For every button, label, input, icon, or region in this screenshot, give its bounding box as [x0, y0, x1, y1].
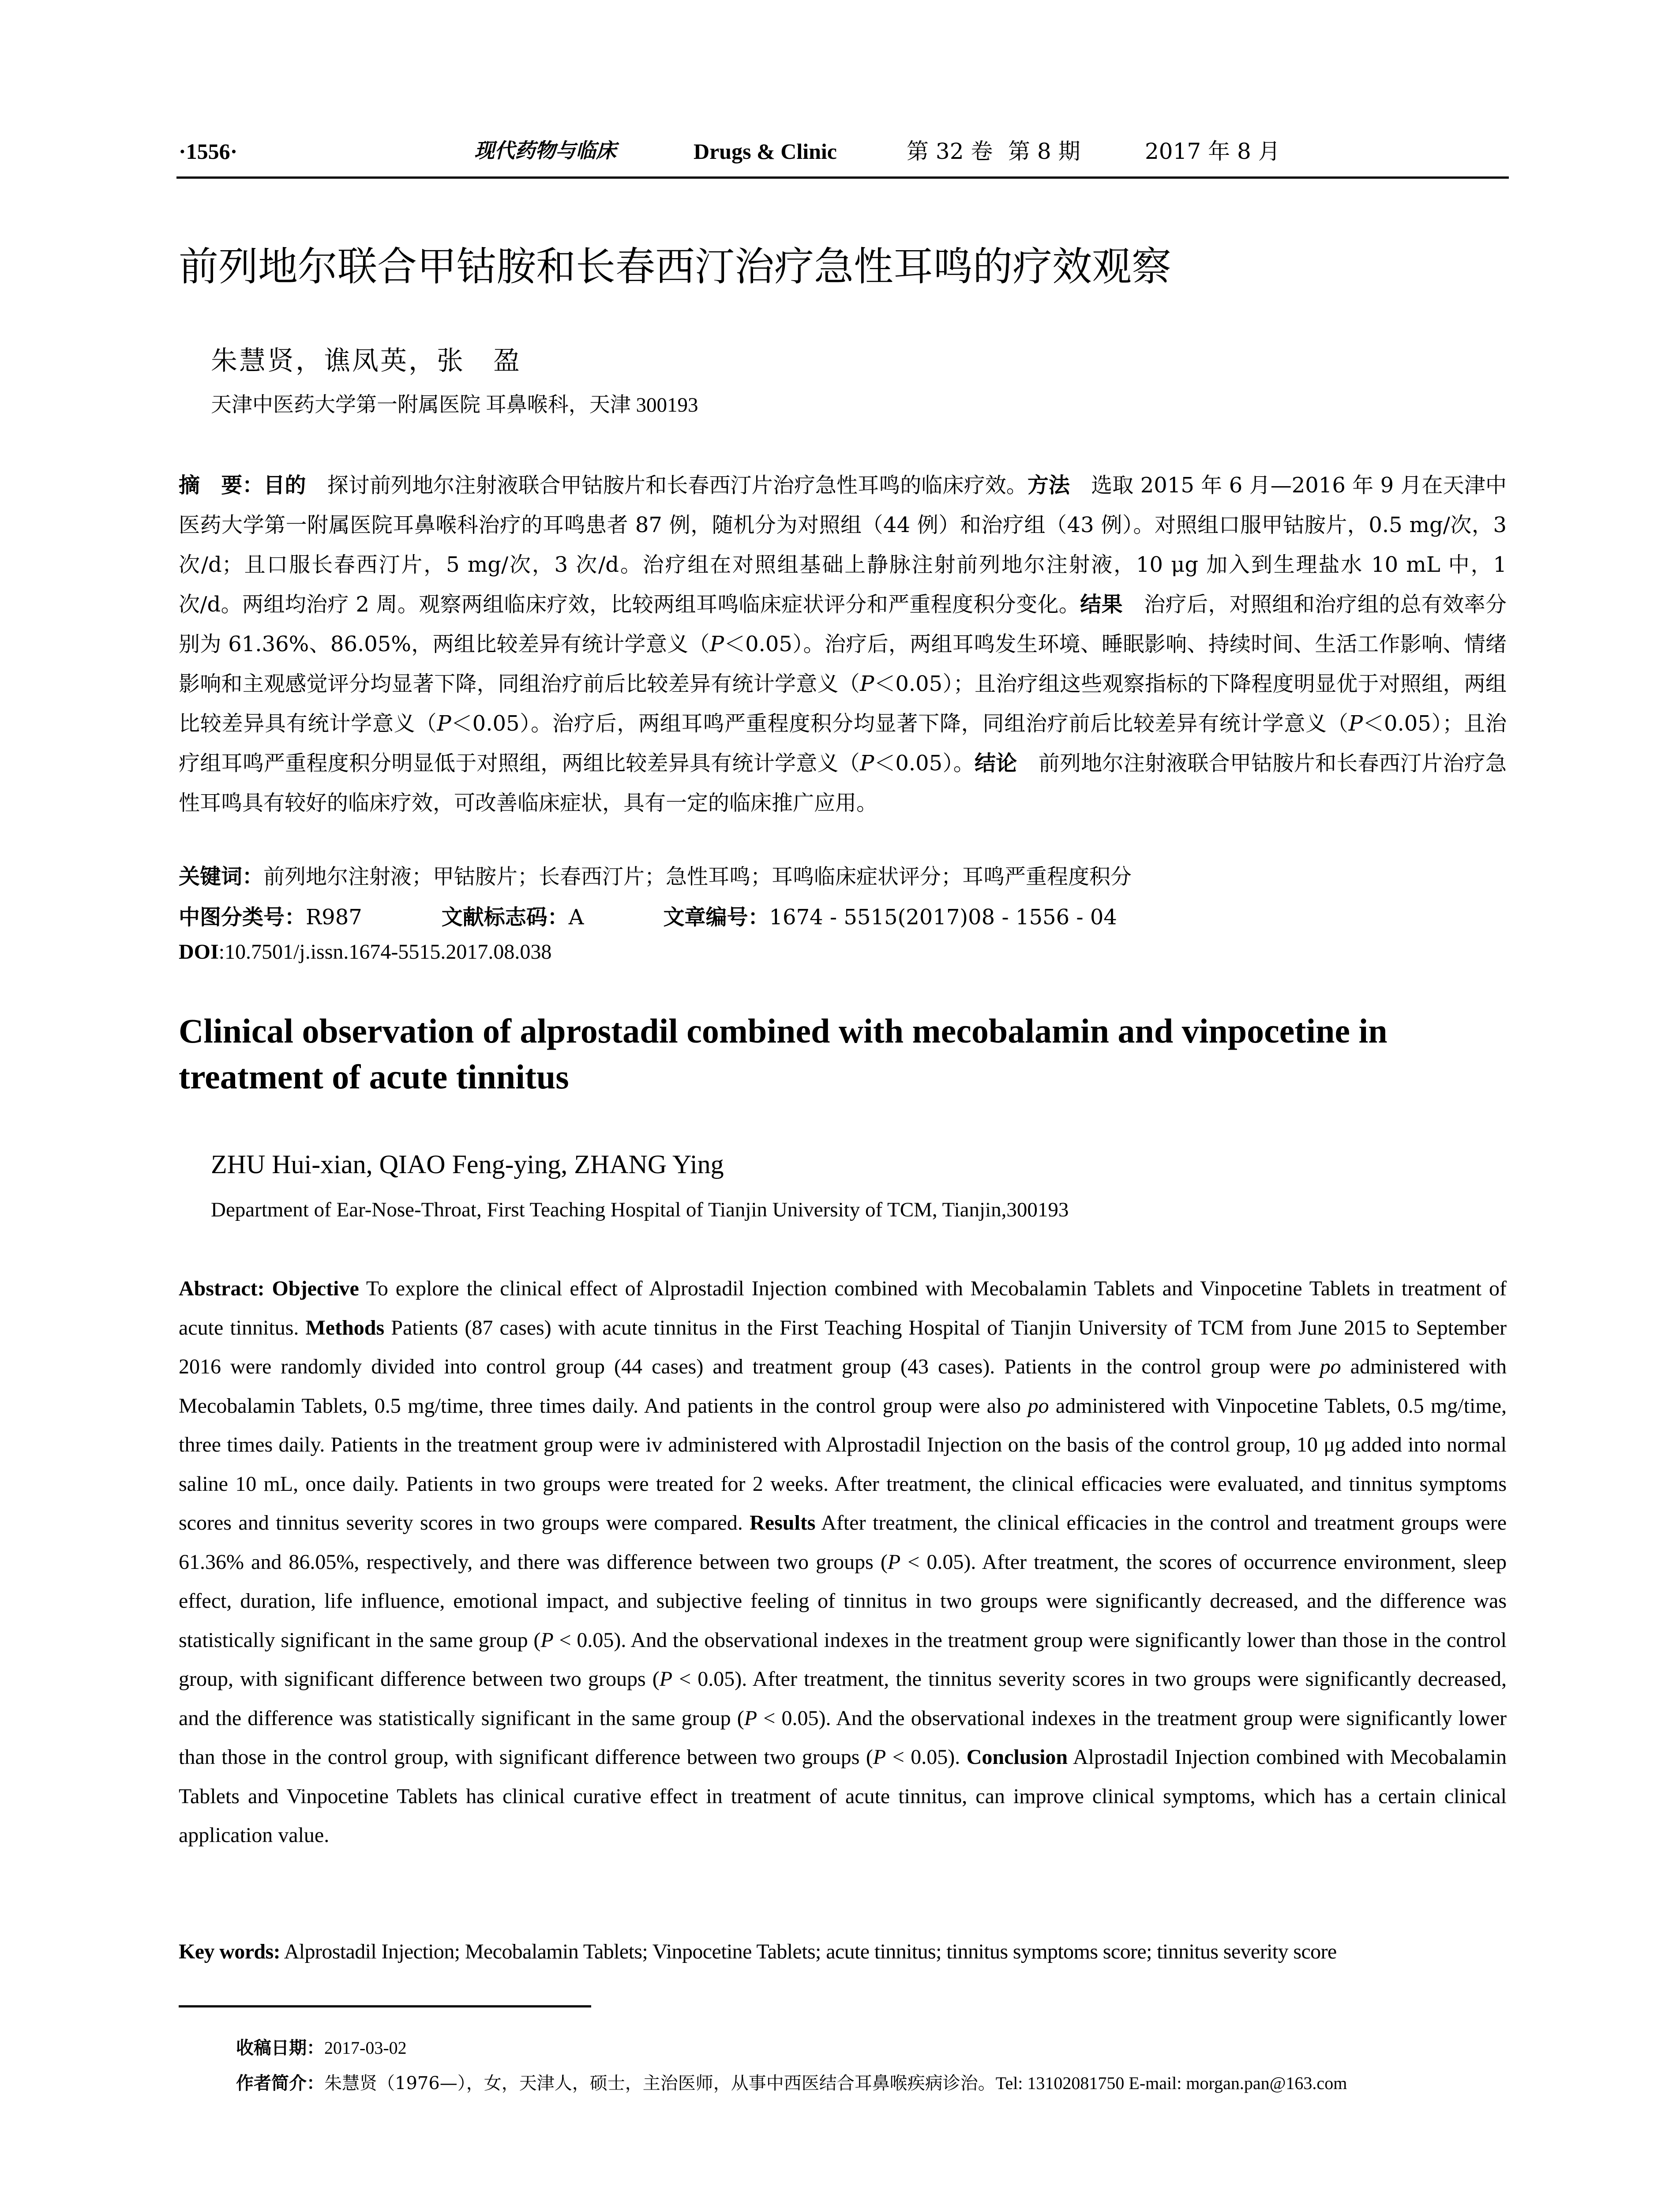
results-text-cn: ＜0.05）；且治疗组这些观察指标的下降程度明显优于对照组，两组比较差异具有统计学意义（ [179, 672, 1507, 736]
results-label-en: Results [750, 1511, 816, 1534]
author-bio [236, 2069, 1347, 2094]
results-text-cn: ＜0.05）；且治疗组耳鸣严重程度积分明显低于对照组，两组比较差异具有统计学意义（ [179, 711, 1507, 776]
volume: 第 32 卷 [907, 139, 993, 164]
authors-cn: 朱慧贤，谯凤英，张 盈 [211, 345, 521, 376]
received-date [236, 2034, 407, 2059]
article-no-value: 1674 - 5515(2017)08 - 1556 - 04 [769, 905, 1117, 930]
methods-text-en: administered with Vinpocetine Tablets, 0.5 mg/time, three times daily. Patients in the treatment group were iv administered with Alprostadil Injection on the basis of the control group, 10 μg added into normal saline 10 mL, once daily. Patients in two groups were treated for 2 weeks. After treatment, the clinical efficacies were evaluated, and tinnitus symptoms scores and tinnitus severity scores in two groups were compared. [179, 1394, 1507, 1534]
conclusion-text-cn: 前列地尔注射液联合甲钴胺片和长春西汀片治疗急性耳鸣具有较好的临床疗效，可改善临床症状，具有一定的临床推广应用。 [179, 751, 1507, 815]
methods-text-en: administered with Mecobalamin Tablets, 0.5 mg/time, three times daily. And patients in the control group were also [179, 1355, 1507, 1418]
keywords-cn-text: 前列地尔注射液；甲钴胺片；长春西汀片；急性耳鸣；耳鸣临床症状评分；耳鸣严重程度积分 [263, 864, 1132, 889]
authors-en: ZHU Hui-xian, QIAO Feng-ying, ZHANG Ying [211, 1150, 724, 1179]
abstract-cn-label: 摘 要： [179, 473, 264, 498]
results-text-en: < 0.05). After treatment, the tinnitus severity scores in two groups were significantly decreased, and the difference was statistically significant in the same group ( [179, 1667, 1507, 1730]
issue: 第 8 期 [1008, 139, 1080, 164]
doi-value[interactable]: :10.7501/j.issn.1674-5515.2017.08.038 [218, 940, 552, 964]
article-title-cn: 前列地尔联合甲钴胺和长春西汀治疗急性耳鸣的疗效观察 [179, 244, 1171, 290]
doi-label: DOI [179, 940, 219, 964]
results-text-en: < 0.05). And the observational indexes in the treatment group were significantly lower than those in the control group, with significant difference between two groups ( [179, 1628, 1507, 1691]
doc-code-value: A [568, 905, 584, 930]
objective-text-en: To explore the clinical effect of Alprostadil Injection combined with Mecobalamin Tablets and Vinpocetine Tablets in treatment of acute tinnitus. [179, 1277, 1507, 1339]
keywords-cn [179, 859, 1132, 890]
received-label: 收稿日期： [236, 2038, 324, 2058]
bio-label: 作者简介： [236, 2073, 324, 2093]
keywords-cn-label: 关键词： [179, 864, 264, 889]
po-term: po [1320, 1355, 1341, 1378]
conclusion-label-cn: 结论 [974, 751, 1017, 776]
issue-date: 2017 年 8 月 [1145, 139, 1280, 164]
results-text-en: After treatment, the clinical efficacies in the control and treatment groups were 61.36% and 86.05%, respectively, and there was difference between two groups ( [179, 1511, 1507, 1574]
objective-label-en: Objective [272, 1277, 359, 1300]
p-symbol: P [1348, 711, 1363, 736]
affiliation-en: Department of Ear-Nose-Throat, First Teaching Hospital of Tianjin University of TCM, Tianjin,300193 [211, 1198, 1069, 1221]
results-text-cn: ＜0.05）。治疗后，两组耳鸣严重程度积分均显著下降，同组治疗前后比较差异有统计学意义（ [451, 711, 1349, 736]
header-rule [176, 176, 1509, 179]
article-no-label: 文章编号： [663, 905, 769, 930]
p-symbol: P [540, 1628, 554, 1652]
bio-text: 朱慧贤（1976—），女，天津人，硕士，主治医师，从事中西医结合耳鼻喉疾病诊治。 [324, 2073, 996, 2093]
clc-label: 中图分类号： [179, 905, 306, 930]
results-label-cn: 结果 [1080, 592, 1123, 617]
objective-text-cn: 探讨前列地尔注射液联合甲钴胺片和长春西汀片治疗急性耳鸣的临床疗效。 [306, 473, 1028, 498]
keywords-en-label: Key words: [179, 1940, 280, 1963]
keywords-en [179, 1940, 1337, 1964]
contact-info[interactable]: Tel: 13102081750 E-mail: morgan.pan@163.com [995, 2073, 1347, 2093]
journal-name-cn: 现代药物与临床 [474, 139, 616, 162]
article-title-en: Clinical observation of alprostadil combined with mecobalamin and vinpocetine in treatment of acute tinnitus [179, 1012, 1388, 1096]
results-text-cn: ＜0.05）。治疗后，两组耳鸣发生环境、睡眠影响、持续时间、生活工作影响、情绪影响和主观感觉评分均显著下降，同组治疗前后比较差异有统计学意义（ [179, 632, 1507, 696]
affiliation-cn: 天津中医药大学第一附属医院 耳鼻喉科，天津 300193 [211, 394, 698, 416]
page-number: ·1556· [179, 139, 238, 164]
p-symbol: P [887, 1550, 901, 1574]
footnote-rule [179, 2005, 591, 2007]
methods-label-en: Methods [305, 1316, 385, 1339]
results-text-cn: 治疗后，对照组和治疗组的总有效率分别为 61.36%、86.05%，两组比较差异有统计学意义（ [179, 592, 1507, 657]
clc-value: R987 [306, 905, 362, 930]
p-symbol: P [659, 1667, 673, 1691]
methods-label-cn: 方法 [1027, 473, 1070, 498]
p-symbol: P [709, 632, 724, 657]
p-symbol: P [873, 1745, 886, 1769]
p-symbol: P [860, 672, 874, 696]
results-text-en: < 0.05). [886, 1745, 967, 1769]
results-text-en: < 0.05). After treatment, the scores of occurrence environment, sleep effect, duration, life influence, emotional impact, and subjective feeling of tinnitus in two groups were significantly decreased, and the difference was statistically significant in the same group ( [179, 1550, 1507, 1652]
abstract-cn [179, 465, 1507, 823]
results-text-cn: ＜0.05）。 [874, 751, 975, 776]
results-text-en: < 0.05). And the observational indexes in the treatment group were significantly lower than those in the control group, with significant difference between two groups ( [179, 1706, 1507, 1769]
keywords-en-text: Alprostadil Injection; Mecobalamin Tablets; Vinpocetine Tablets; acute tinnitus; tinnitus symptoms score; tinnitus severity score [280, 1940, 1337, 1963]
abstract-en-label: Abstract: [179, 1277, 265, 1300]
methods-text-cn: 选取 2015 年 6 月—2016 年 9 月在天津中医药大学第一附属医院耳鼻喉科治疗的耳鸣患者 87 例，随机分为对照组（44 例）和治疗组（43 例）。对照组口服甲钴胺片，0.5 mg/次，3 次/d；且口服长春西汀片，5 mg/次，3 次/d。治疗组在对照组基础上静脉注射前列地尔注射液，10 μg 加入到生理盐水 10 mL 中，1 次/d。两组均治疗 2 周。观察两组临床疗效，比较两组耳鸣临床症状评分和严重程度积分变化。 [179, 473, 1507, 617]
doi-line [179, 940, 551, 964]
conclusion-label-en: Conclusion [966, 1745, 1068, 1769]
conclusion-text-en: Alprostadil Injection combined with Mecobalamin Tablets and Vinpocetine Tablets has clinical curative effect in treatment of acute tinnitus, can improve clinical symptoms, which has a certain clinical application value. [179, 1745, 1507, 1847]
abstract-en [179, 1269, 1507, 1855]
objective-label-cn: 目的 [263, 473, 306, 498]
received-value: 2017-03-02 [324, 2038, 407, 2058]
p-symbol: P [860, 751, 874, 776]
doc-code-label: 文献标志码： [441, 905, 569, 930]
p-symbol: P [437, 711, 451, 736]
po-term: po [1028, 1394, 1049, 1418]
methods-text-en: Patients (87 cases) with acute tinnitus in the First Teaching Hospital of Tianjin University of TCM from June 2015 to September 2016 were randomly divided into control group (44 cases) and treatment group (43 cases). Patients in the control group were [179, 1316, 1507, 1378]
p-symbol: P [744, 1706, 758, 1730]
journal-name-en: Drugs & Clinic [694, 139, 837, 164]
classification-line [179, 900, 1117, 930]
